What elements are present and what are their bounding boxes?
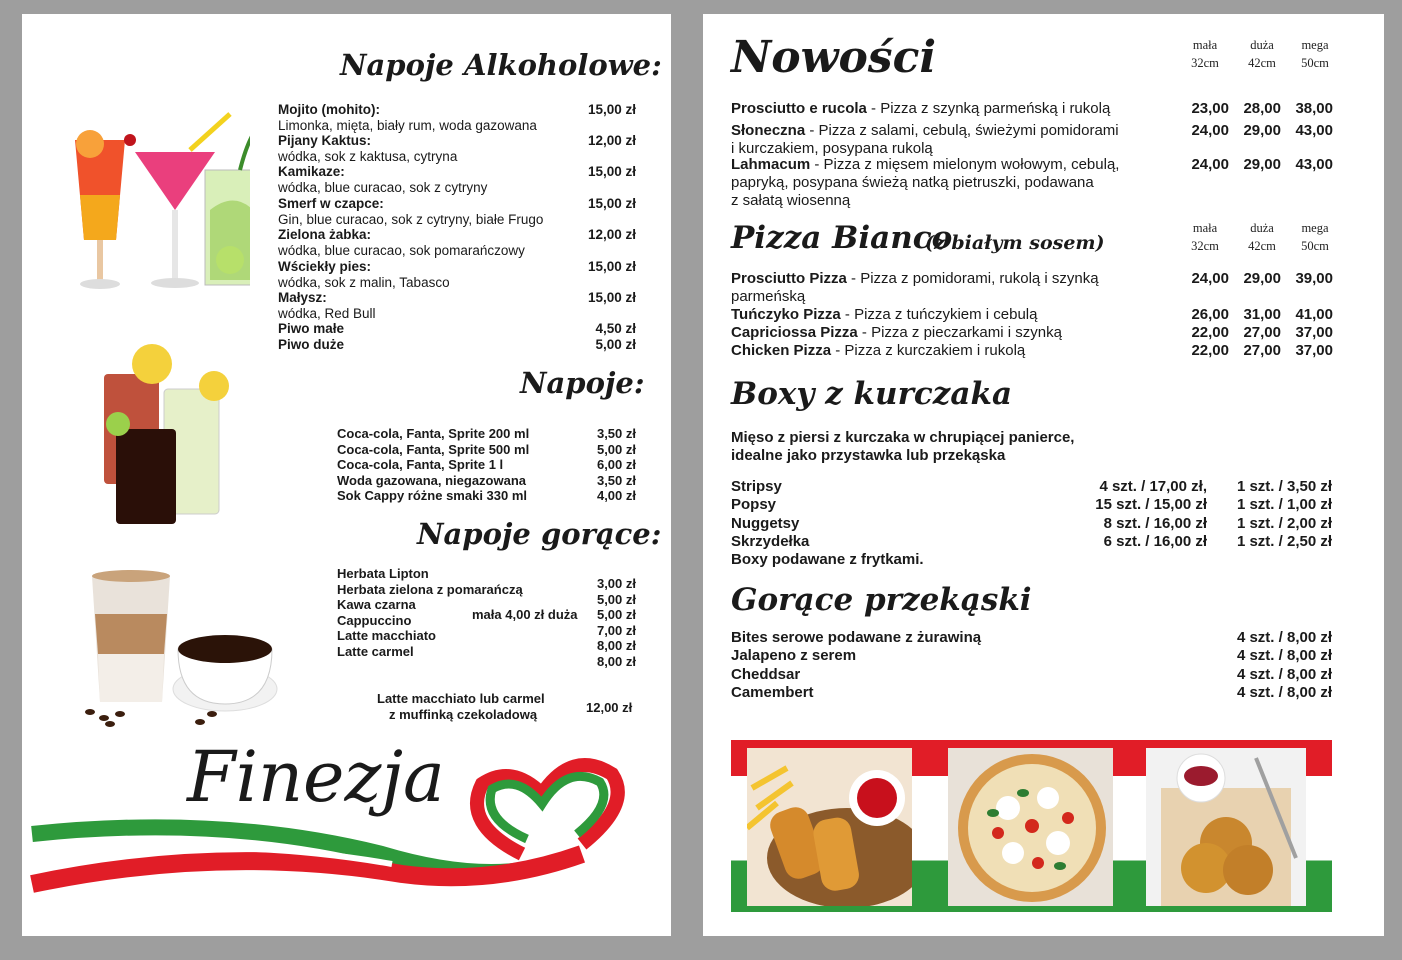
hot-snack-price: 4 szt. / 8,00 zł xyxy=(1236,647,1332,665)
alcohol-item-name: Pijany Kaktus: xyxy=(278,133,372,148)
alcohol-item-description: wódka, blue curacao, sok pomarańczowy xyxy=(278,243,525,258)
right-menu-page xyxy=(703,14,1384,936)
new-pizza-price: 24,00 xyxy=(1191,122,1229,139)
alcohol-item-price: 15,00 zł xyxy=(587,164,636,179)
alcohol-item-description: wódka, blue curacao, sok z cytryny xyxy=(278,180,488,195)
drink-item-name: Coca-cola, Fanta, Sprite 1 l xyxy=(337,457,504,473)
new-pizza-description-2: papryką, posypana świeżą natką pietruszki, podawana xyxy=(731,174,1094,191)
drink-item-name: Sok Cappy różne smaki 330 ml xyxy=(337,488,528,504)
boxy-item-pack-price: 8 szt. / 16,00 zł xyxy=(1103,514,1207,532)
bianco-pizza-price: 24,00 xyxy=(1191,270,1229,287)
hot-snack-name: Cheddsar xyxy=(731,665,801,683)
special-latte-price: 12,00 zł xyxy=(586,700,633,715)
alcohol-item-price: 12,00 zł xyxy=(587,133,636,148)
bianco-pizza-price: 22,00 xyxy=(1191,342,1229,359)
brand-logo-text: Finezja xyxy=(187,736,445,818)
new-pizza-line xyxy=(731,100,1110,117)
bianco-pizza-price: 27,00 xyxy=(1243,342,1281,359)
size-header-mega: mega 50cm xyxy=(1301,38,1329,70)
new-pizza-description-2: i kurczakiem, posypana rukolą xyxy=(731,140,933,157)
new-pizza-price: 43,00 xyxy=(1295,122,1333,139)
alcohol-drinks-heading: Napoje Alkoholowe: xyxy=(340,48,662,82)
alcohol-item-price: 15,00 zł xyxy=(587,290,636,305)
bianco-pizza-name: Chicken Pizza xyxy=(731,342,832,359)
boxy-intro-1: Mięso z piersi z kurczaka w chrupiącej panierce, xyxy=(731,429,1075,446)
alcohol-item-description: wódka, sok z malin, Tabasco xyxy=(278,275,450,290)
hot-snack-name: Bites serowe podawane z żurawiną xyxy=(731,629,982,646)
boxy-item-pack-price: 4 szt. / 17,00 zł, xyxy=(1099,478,1207,495)
new-pizza-price: 28,00 xyxy=(1243,100,1281,117)
hot-drink-price: 8,00 zł xyxy=(596,654,636,669)
hot-snack-price: 4 szt. / 8,00 zł xyxy=(1236,683,1332,701)
alcohol-item-description: wódka, Red Bull xyxy=(278,306,376,321)
chicken-strips-photo xyxy=(747,748,912,906)
boxy-item-pack-price: 15 szt. / 15,00 zł xyxy=(1095,496,1207,514)
new-pizza-description-3: z sałatą wiosenną xyxy=(731,192,851,209)
new-pizza-name: Prosciutto e rucola xyxy=(731,100,867,117)
hot-snack-price: 4 szt. / 8,00 zł xyxy=(1236,629,1332,646)
bianco-pizza-name: Capriciossa Pizza xyxy=(731,324,858,341)
size-header-small: mała 32cm xyxy=(1191,38,1219,70)
boxy-item-unit-price: 1 szt. / 1,00 zł xyxy=(1236,496,1332,514)
coffee-small-price: mała 4,00 zł duża xyxy=(472,607,578,622)
alcohol-item-description: wódka, sok z kaktusa, cytryna xyxy=(278,149,458,164)
boxy-item-unit-price: 1 szt. / 2,00 zł xyxy=(1236,514,1332,532)
bianco-pizza-price: 41,00 xyxy=(1295,306,1333,323)
bianco-pizza-description: - Pizza z pieczarkami i szynką xyxy=(857,324,1062,341)
new-pizza-line xyxy=(731,122,1119,139)
alcohol-item-name: Piwo duże xyxy=(278,337,345,352)
hot-drink-price: 5,00 zł xyxy=(596,607,636,623)
hot-drink-price: 5,00 zł xyxy=(596,591,636,607)
new-pizza-name: Słoneczna xyxy=(731,122,806,139)
drink-item-price: 3,50 zł xyxy=(596,426,636,441)
bianco-pizza-description: - Pizza z pomidorami, rukolą i szynką xyxy=(846,270,1099,287)
drink-item-name: Coca-cola, Fanta, Sprite 500 ml xyxy=(337,441,530,457)
boxy-item-name: Skrzydełka xyxy=(731,532,810,550)
bianco-pizza-description-2: parmeńską xyxy=(731,288,806,305)
drink-item-price: 6,00 zł xyxy=(596,457,636,473)
hot-drink-price: 8,00 zł xyxy=(596,638,636,654)
hot-drink-name: Herbata Lipton xyxy=(337,566,429,581)
hot-drink-name: Latte macchiato xyxy=(337,628,436,644)
cheese-bites-photo xyxy=(1146,748,1306,906)
bianco-pizza-price: 29,00 xyxy=(1243,270,1281,287)
drink-item-name: Coca-cola, Fanta, Sprite 200 ml xyxy=(337,426,530,441)
bianco-pizza-name: Prosciutto Pizza xyxy=(731,270,847,287)
cocktails-image xyxy=(50,100,250,300)
alcohol-item-description: Gin, blue curacao, sok z cytryny, białe Frugo xyxy=(278,212,544,227)
hot-snack-name: Jalapeno z serem xyxy=(731,647,857,665)
hot-snack-price: 4 szt. / 8,00 zł xyxy=(1236,665,1332,683)
bianco-subtitle: (z białym sosem) xyxy=(925,232,1105,254)
boxy-item-pack-price: 6 szt. / 16,00 zł xyxy=(1103,532,1207,550)
alcohol-item-description: Limonka, mięta, biały rum, woda gazowana xyxy=(278,118,537,133)
drink-item-name: Woda gazowana, niegazowana xyxy=(337,472,527,488)
boxy-item-unit-price: 1 szt. / 2,50 zł xyxy=(1236,532,1332,550)
bianco-pizza-price: 37,00 xyxy=(1295,342,1333,359)
hot-drink-name: Cappuccino xyxy=(337,612,412,628)
left-menu-page xyxy=(22,14,671,936)
boxy-note: Boxy podawane z frytkami. xyxy=(731,551,924,568)
boxy-item-unit-price: 1 szt. / 3,50 zł xyxy=(1236,478,1332,495)
drinks-heading: Napoje: xyxy=(520,366,645,400)
new-pizza-price: 29,00 xyxy=(1243,156,1281,173)
drink-item-price: 5,00 zł xyxy=(596,441,636,457)
bianco-pizza-line xyxy=(731,270,1099,287)
bianco-heading: Pizza Bianco xyxy=(731,220,953,256)
new-pizza-price: 24,00 xyxy=(1191,156,1229,173)
bianco-pizza-price: 39,00 xyxy=(1295,270,1333,287)
alcohol-item-name: Smerf w czapce: xyxy=(278,196,384,211)
special-latte-line-2: z muffinką czekoladową xyxy=(389,707,538,722)
boxy-item-name: Popsy xyxy=(731,496,777,514)
alcohol-item-name: Piwo małe xyxy=(278,321,345,336)
new-pizza-line xyxy=(731,156,1119,173)
bianco-pizza-line xyxy=(731,306,1038,323)
hot-drink-name: Kawa czarna xyxy=(337,597,416,613)
boxy-heading: Boxy z kurczaka xyxy=(731,376,1013,412)
boxy-item-name: Nuggetsy xyxy=(731,514,800,532)
bianco-pizza-price: 31,00 xyxy=(1243,306,1281,323)
alcohol-item-name: Małysz: xyxy=(278,290,327,305)
new-pizza-price: 23,00 xyxy=(1191,100,1229,117)
alcohol-item-price: 15,00 zł xyxy=(587,259,636,274)
hot-drink-name: Herbata zielona z pomarańczą xyxy=(337,581,523,597)
bianco-size-large: duża 42cm xyxy=(1248,221,1276,253)
alcohol-item-price: 5,00 zł xyxy=(595,337,636,352)
alcohol-item-name: Zielona żabka: xyxy=(278,227,372,242)
new-pizza-price: 43,00 xyxy=(1295,156,1333,173)
size-header-large: duża 42cm xyxy=(1248,38,1276,70)
boxy-intro-2: idealne jako przystawka lub przekąska xyxy=(731,447,1006,464)
bianco-pizza-price: 37,00 xyxy=(1295,324,1333,341)
boxy-item-name: Stripsy xyxy=(731,478,782,495)
bianco-pizza-description: - Pizza z kurczakiem i rukolą xyxy=(831,342,1026,359)
bianco-pizza-price: 22,00 xyxy=(1191,324,1229,341)
hot-snack-name: Camembert xyxy=(731,683,814,701)
drink-item-price: 4,00 zł xyxy=(596,488,636,504)
alcohol-item-name: Wściekły pies: xyxy=(278,259,372,274)
bianco-pizza-price: 27,00 xyxy=(1243,324,1281,341)
hot-drink-name: Latte carmel xyxy=(337,644,414,659)
special-latte-line-1: Latte macchiato lub carmel xyxy=(377,691,545,706)
bianco-pizza-name: Tuńczyko Pizza xyxy=(731,306,841,323)
soft-drinks-image xyxy=(94,344,244,524)
bianco-size-small: mała 32cm xyxy=(1191,221,1219,253)
new-pizza-description: - Pizza z mięsem mielonym wołowym, cebulą, xyxy=(810,156,1120,173)
new-pizza-price: 38,00 xyxy=(1295,100,1333,117)
new-pizza-price: 29,00 xyxy=(1243,122,1281,139)
alcohol-item-price: 4,50 zł xyxy=(595,321,636,336)
hot-drinks-heading: Napoje gorące: xyxy=(417,517,662,551)
new-pizza-description: - Pizza z salami, cebulą, świeżymi pomidorami xyxy=(805,122,1119,139)
hot-snacks-heading: Gorące przekąski xyxy=(731,582,1032,618)
new-pizza-description: - Pizza z szynką parmeńską i rukolą xyxy=(866,100,1111,117)
alcohol-item-name: Kamikaze: xyxy=(278,164,345,179)
alcohol-item-price: 15,00 zł xyxy=(587,102,636,117)
alcohol-item-price: 12,00 zł xyxy=(587,227,636,242)
bianco-pizza-price: 26,00 xyxy=(1191,306,1229,323)
hot-drink-price: 7,00 zł xyxy=(596,622,636,638)
alcohol-item-price: 15,00 zł xyxy=(587,196,636,211)
bianco-size-mega: mega 50cm xyxy=(1301,221,1329,253)
new-items-heading: Nowości xyxy=(731,32,937,83)
bianco-pizza-line xyxy=(731,324,1062,341)
bianco-pizza-line xyxy=(731,342,1025,359)
bianco-pizza-description: - Pizza z tuńczykiem i cebulą xyxy=(840,306,1038,323)
pizza-photo xyxy=(948,748,1113,906)
hot-drink-price: 3,00 zł xyxy=(596,576,636,591)
alcohol-item-name: Mojito (mohito): xyxy=(278,102,380,117)
drink-item-price: 3,50 zł xyxy=(596,472,636,488)
new-pizza-name: Lahmacum xyxy=(731,156,811,173)
coffee-image xyxy=(60,554,280,734)
